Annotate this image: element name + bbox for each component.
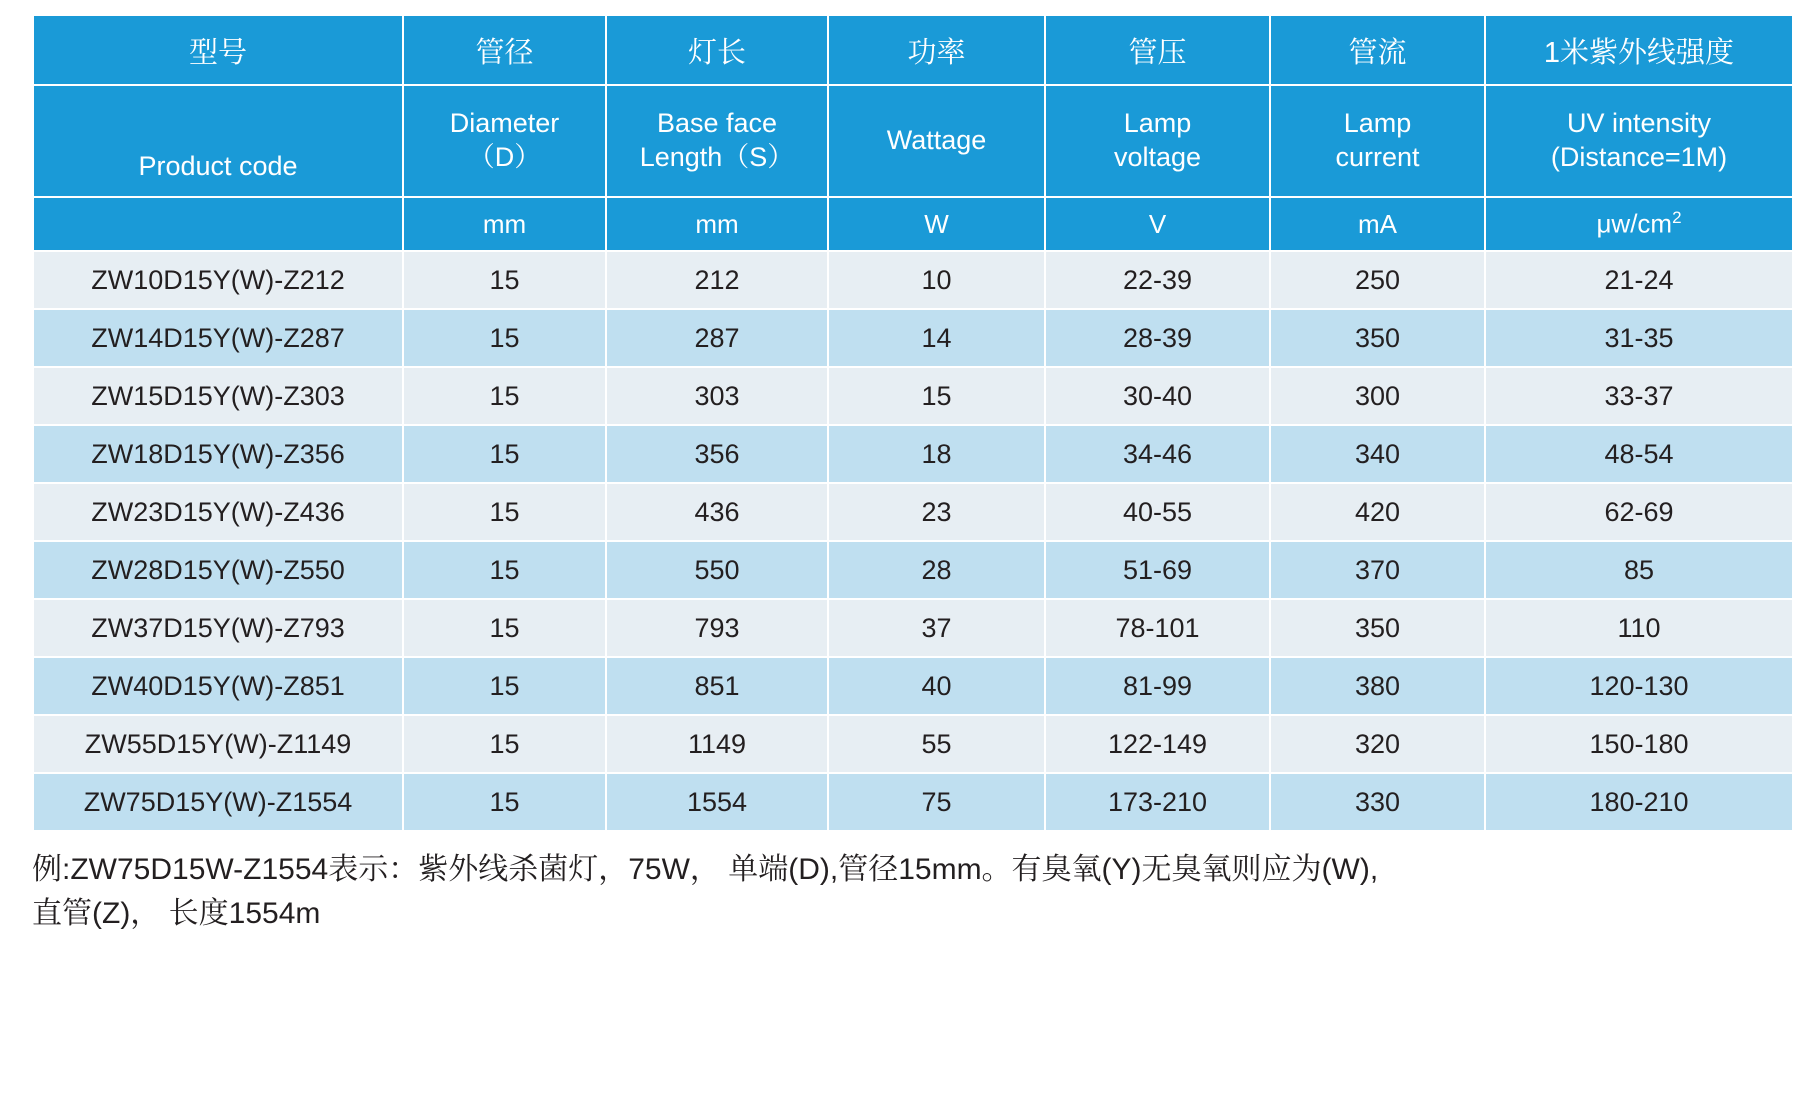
- cell-uv: 150-180: [1485, 715, 1793, 773]
- cell-length: 436: [606, 483, 828, 541]
- header-en-diameter-line2: （D）: [467, 142, 542, 172]
- cell-diameter: 15: [403, 425, 606, 483]
- cell-current: 380: [1270, 657, 1485, 715]
- table-row: [33, 541, 1793, 599]
- cell-diameter: 15: [403, 309, 606, 367]
- cell-diameter: 15: [403, 367, 606, 425]
- header-row-english: [33, 85, 1793, 197]
- header-unit-uv-base: μw/cm: [1596, 208, 1673, 239]
- header-en-uv-intensity: [1485, 85, 1793, 197]
- header-unit-uv: [1485, 197, 1793, 251]
- header-en-lampvoltage-line1: Lamp: [1123, 108, 1192, 139]
- header-row-chinese: [33, 15, 1793, 85]
- cell-diameter: 15: [403, 251, 606, 309]
- cell-code: ZW23D15Y(W)-Z436: [33, 483, 403, 541]
- cell-length: 793: [606, 599, 828, 657]
- cell-wattage: 14: [828, 309, 1045, 367]
- header-en-lamp-voltage: [1045, 85, 1270, 197]
- header-cn-current: 管流: [1270, 15, 1485, 85]
- header-cn-uv-intensity: 1米紫外线强度: [1485, 15, 1793, 85]
- table-body: [33, 251, 1793, 831]
- header-cn-length: 灯长: [606, 15, 828, 85]
- cell-diameter: 15: [403, 541, 606, 599]
- header-unit-length: mm: [606, 197, 828, 251]
- cell-wattage: 23: [828, 483, 1045, 541]
- cell-wattage: 28: [828, 541, 1045, 599]
- header-en-uv-line2: (Distance=1M): [1550, 142, 1728, 172]
- cell-voltage: 22-39: [1045, 251, 1270, 309]
- cell-wattage: 18: [828, 425, 1045, 483]
- cell-uv: 110: [1485, 599, 1793, 657]
- cell-current: 350: [1270, 599, 1485, 657]
- header-en-lamp-current: [1270, 85, 1485, 197]
- header-en-lampvoltage-line2: voltage: [1113, 142, 1202, 172]
- cell-diameter: 15: [403, 773, 606, 831]
- cell-voltage: 40-55: [1045, 483, 1270, 541]
- header-en-product-code: Product code: [33, 85, 403, 197]
- cell-uv: 120-130: [1485, 657, 1793, 715]
- cell-length: 550: [606, 541, 828, 599]
- cell-voltage: 78-101: [1045, 599, 1270, 657]
- cell-wattage: 40: [828, 657, 1045, 715]
- header-en-diameter: [403, 85, 606, 197]
- cell-voltage: 81-99: [1045, 657, 1270, 715]
- table-row: [33, 657, 1793, 715]
- header-cn-diameter: 管径: [403, 15, 606, 85]
- cell-length: 1554: [606, 773, 828, 831]
- cell-length: 303: [606, 367, 828, 425]
- table-row: [33, 251, 1793, 309]
- cell-diameter: 15: [403, 483, 606, 541]
- cell-uv: 33-37: [1485, 367, 1793, 425]
- cell-code: ZW14D15Y(W)-Z287: [33, 309, 403, 367]
- cell-current: 340: [1270, 425, 1485, 483]
- cell-diameter: 15: [403, 657, 606, 715]
- cell-current: 300: [1270, 367, 1485, 425]
- header-unit-current: mA: [1270, 197, 1485, 251]
- cell-current: 320: [1270, 715, 1485, 773]
- header-unit-wattage: W: [828, 197, 1045, 251]
- table-row: [33, 715, 1793, 773]
- cell-code: ZW15D15Y(W)-Z303: [33, 367, 403, 425]
- cell-uv: 48-54: [1485, 425, 1793, 483]
- cell-voltage: 122-149: [1045, 715, 1270, 773]
- footnote-line-1: 例:ZW75D15W-Z1554表示：紫外线杀菌灯，75W， 单端(D),管径15mm。有臭氧(Y)无臭氧则应为(W),: [32, 853, 1379, 886]
- cell-wattage: 75: [828, 773, 1045, 831]
- cell-uv: 62-69: [1485, 483, 1793, 541]
- cell-current: 250: [1270, 251, 1485, 309]
- header-en-diameter-line1: Diameter: [449, 108, 560, 139]
- cell-diameter: 15: [403, 599, 606, 657]
- table-row: [33, 309, 1793, 367]
- header-en-uv-line1: UV intensity: [1566, 108, 1712, 139]
- cell-length: 356: [606, 425, 828, 483]
- cell-voltage: 51-69: [1045, 541, 1270, 599]
- header-cn-model: 型号: [33, 15, 403, 85]
- cell-wattage: 55: [828, 715, 1045, 773]
- header-en-baseface-line1: Base face: [656, 108, 778, 139]
- cell-code: ZW55D15Y(W)-Z1149: [33, 715, 403, 773]
- footnote-line-2: 直管(Z)， 长度1554m: [32, 896, 321, 930]
- cell-wattage: 37: [828, 599, 1045, 657]
- table-row: [33, 483, 1793, 541]
- header-unit-blank: [33, 197, 403, 251]
- cell-wattage: 10: [828, 251, 1045, 309]
- cell-voltage: 34-46: [1045, 425, 1270, 483]
- cell-code: ZW28D15Y(W)-Z550: [33, 541, 403, 599]
- header-en-lampcurrent-line2: current: [1335, 142, 1420, 172]
- cell-code: ZW10D15Y(W)-Z212: [33, 251, 403, 309]
- table-row: [33, 367, 1793, 425]
- header-cn-voltage: 管压: [1045, 15, 1270, 85]
- cell-length: 287: [606, 309, 828, 367]
- header-en-base-face-length: [606, 85, 828, 197]
- lamp-specification-table: [32, 14, 1794, 832]
- cell-uv: 21-24: [1485, 251, 1793, 309]
- cell-wattage: 15: [828, 367, 1045, 425]
- header-unit-uv-exponent: 2: [1672, 208, 1682, 228]
- header-en-wattage: Wattage: [828, 85, 1045, 197]
- table-row: [33, 599, 1793, 657]
- cell-code: ZW40D15Y(W)-Z851: [33, 657, 403, 715]
- header-unit-voltage: V: [1045, 197, 1270, 251]
- header-en-lampcurrent-line1: Lamp: [1343, 108, 1412, 139]
- cell-current: 350: [1270, 309, 1485, 367]
- cell-current: 420: [1270, 483, 1485, 541]
- cell-voltage: 28-39: [1045, 309, 1270, 367]
- header-cn-power: 功率: [828, 15, 1045, 85]
- header-unit-diameter: mm: [403, 197, 606, 251]
- cell-uv: 85: [1485, 541, 1793, 599]
- cell-length: 1149: [606, 715, 828, 773]
- table-footnote: [32, 848, 1816, 935]
- header-en-baseface-line2: Length（S）: [639, 142, 795, 172]
- table-header: [33, 15, 1793, 251]
- cell-code: ZW37D15Y(W)-Z793: [33, 599, 403, 657]
- cell-code: ZW75D15Y(W)-Z1554: [33, 773, 403, 831]
- header-row-units: [33, 197, 1793, 251]
- cell-current: 330: [1270, 773, 1485, 831]
- table-row: [33, 425, 1793, 483]
- cell-current: 370: [1270, 541, 1485, 599]
- table-row: [33, 773, 1793, 831]
- cell-code: ZW18D15Y(W)-Z356: [33, 425, 403, 483]
- cell-length: 851: [606, 657, 828, 715]
- cell-diameter: 15: [403, 715, 606, 773]
- cell-voltage: 30-40: [1045, 367, 1270, 425]
- cell-uv: 31-35: [1485, 309, 1793, 367]
- cell-voltage: 173-210: [1045, 773, 1270, 831]
- cell-uv: 180-210: [1485, 773, 1793, 831]
- cell-length: 212: [606, 251, 828, 309]
